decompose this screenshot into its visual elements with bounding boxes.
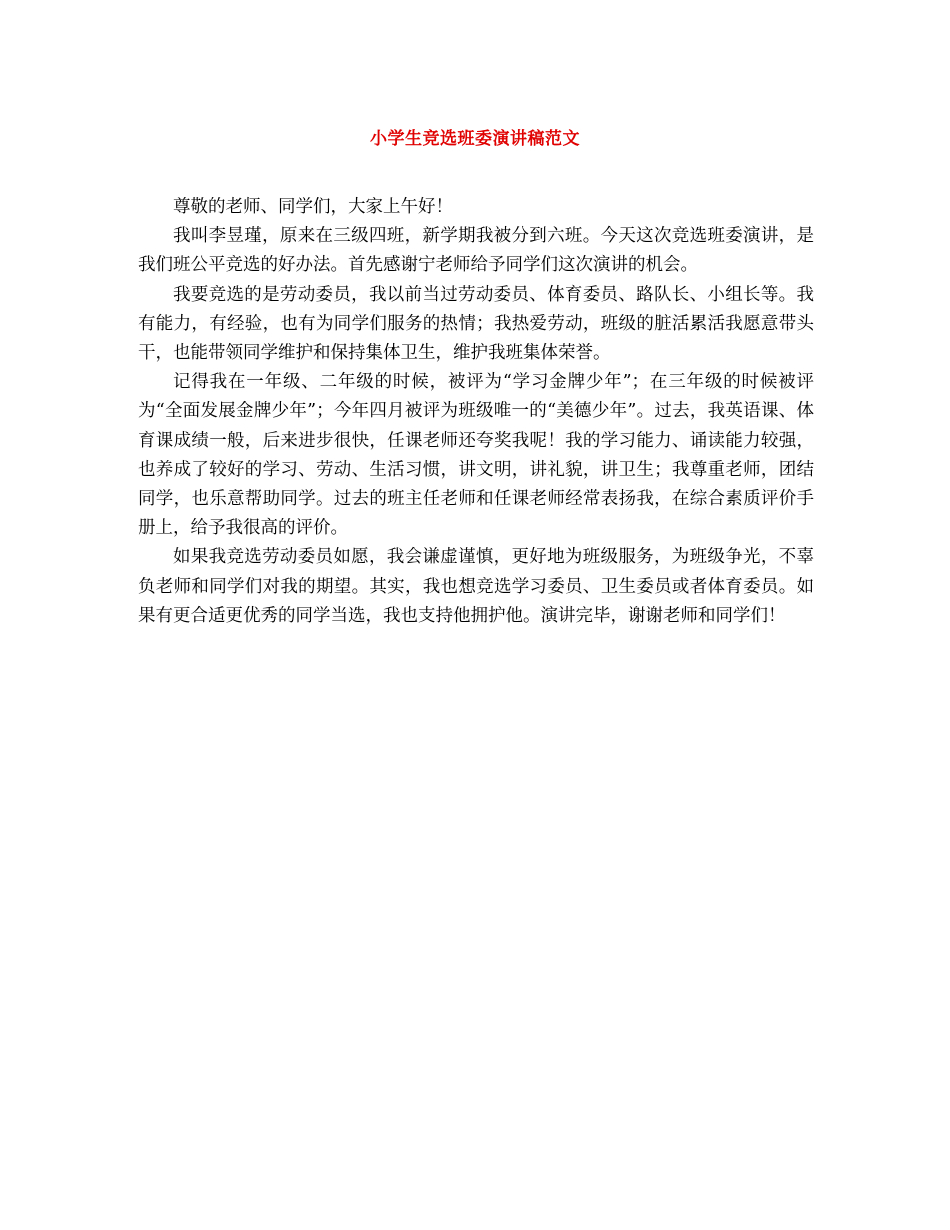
document-title: 小学生竞选班委演讲稿范文 bbox=[370, 129, 580, 149]
paragraph-qualifications: 我要竞选的是劳动委员，我以前当过劳动委员、体育委员、路队长、小组长等。我有能力，有经验，也有为同学们服务的热情；我热爱劳动，班级的脏活累活我愿意带头干，也能带领同学维护和保持集体卫生，维护我班集体荣誉。 bbox=[138, 284, 814, 364]
paragraph-introduction: 我叫李昱瑾，原来在三级四班，新学期我被分到六班。今天这次竞选班委演讲，是我们班公平竞选的好办法。首先感谢宁老师给予同学们这次演讲的机会。 bbox=[138, 226, 814, 276]
paragraph-achievements: 记得我在一年级、二年级的时候，被评为“学习金牌少年”；在三年级的时候被评为“全面发展金牌少年”；今年四月被评为班级唯一的“美德少年”。过去，我英语课、体育课成绩一般，后来进步很快，任课老师还夸奖我呢！我的学习能力、诵读能力较强，也养成了较好的学习、劳动、生活习惯，讲文明，讲礼貌，讲卫生；我尊重老师，团结同学，也乐意帮助同学。过去的班主任老师和任课老师经常表扬我，在综合素质评价手册上，给予我很高的评价。 bbox=[138, 372, 814, 539]
paragraph-closing: 如果我竞选劳动委员如愿，我会谦虚谨慎，更好地为班级服务，为班级争光，不辜负老师和同学们对我的期望。其实，我也想竞选学习委员、卫生委员或者体育委员。如果有更合适更优秀的同学当选，我也支持他拥护他。演讲完毕，谢谢老师和同学们！ bbox=[138, 547, 814, 626]
document-body bbox=[138, 193, 814, 631]
paragraph-greeting: 尊敬的老师、同学们，大家上午好！ bbox=[173, 197, 453, 217]
